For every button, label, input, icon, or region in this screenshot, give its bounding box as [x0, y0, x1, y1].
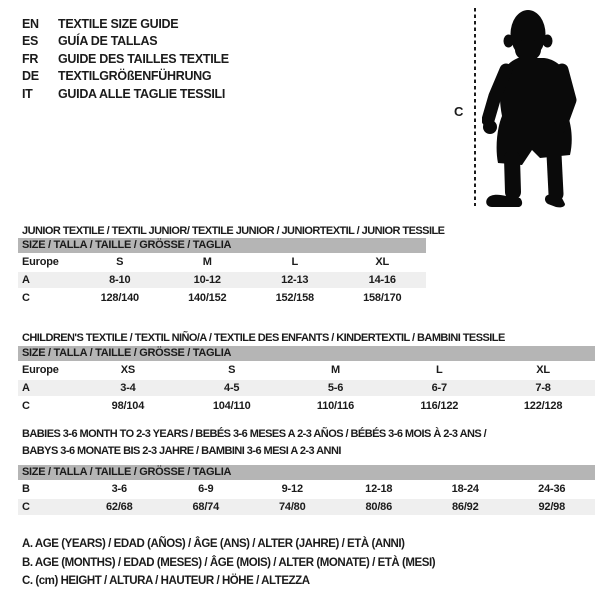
- legend: [22, 535, 435, 591]
- lang-code: DE: [22, 69, 39, 84]
- size-header-bar: SIZE / TALLA / TAILLE / GRÖSSE / TAGLIA: [18, 238, 426, 253]
- table-cell: L: [291, 256, 299, 268]
- lang-label: TEXTILGRÖßENFÜHRUNG: [58, 69, 212, 84]
- lang-code: ES: [22, 34, 39, 49]
- lang-row-en: [22, 15, 229, 33]
- table-cell: XS: [120, 364, 136, 376]
- table-row: [18, 480, 595, 498]
- language-list: [22, 15, 229, 103]
- babies-table-title: [22, 426, 486, 459]
- lang-code: FR: [22, 51, 39, 66]
- table-row: [18, 289, 426, 307]
- lang-code: EN: [22, 16, 39, 31]
- table-cell: 122/128: [523, 400, 563, 412]
- baby-silhouette-icon: [482, 8, 582, 208]
- table-cell: 6-7: [431, 382, 447, 394]
- table-cell: S: [116, 256, 124, 268]
- table-cell: 128/140: [100, 292, 139, 304]
- table-row: [18, 397, 595, 415]
- table-cell: 74/80: [278, 501, 306, 513]
- row-label: A: [22, 382, 30, 394]
- table-cell: 14-16: [368, 274, 396, 286]
- table-cell: 12-13: [281, 274, 309, 286]
- table-cell: XL: [536, 364, 550, 376]
- table-cell: 4-5: [224, 382, 240, 394]
- lang-label: GUÍA DE TALLAS: [58, 34, 158, 49]
- junior-table-title: JUNIOR TEXTILE / TEXTIL JUNIOR/ TEXTILE JUNIOR / JUNIORTEXTIL / JUNIOR TESSILE: [22, 225, 445, 238]
- lang-label: GUIDE DES TAILLES TEXTILE: [58, 51, 229, 66]
- table-cell: 24-36: [538, 483, 566, 495]
- table-cell: M: [331, 364, 340, 376]
- babies-size-table: [18, 465, 595, 516]
- table-cell: 12-18: [365, 483, 393, 495]
- table-cell: 140/152: [188, 292, 227, 304]
- table-cell: 86/92: [451, 501, 479, 513]
- table-row: [18, 271, 426, 289]
- children-table-rows: [18, 361, 595, 415]
- table-cell: 10-12: [193, 274, 221, 286]
- babies-table-rows: [18, 480, 595, 516]
- table-cell: 98/104: [111, 400, 145, 412]
- lang-code: IT: [22, 86, 33, 101]
- table-cell: 6-9: [198, 483, 214, 495]
- table-cell: 68/74: [192, 501, 220, 513]
- lang-label: GUIDA ALLE TAGLIE TESSILI: [58, 86, 226, 101]
- junior-table-rows: [18, 253, 426, 307]
- table-cell: 80/86: [365, 501, 393, 513]
- table-cell: 104/110: [212, 400, 251, 412]
- table-cell: 152/158: [275, 292, 314, 304]
- children-size-table: [18, 346, 595, 415]
- height-measure-dashed-line: [474, 8, 476, 206]
- table-cell: 3-4: [120, 382, 136, 394]
- table-cell: XL: [375, 256, 390, 268]
- size-header-bar: SIZE / TALLA / TAILLE / GRÖSSE / TAGLIA: [18, 465, 595, 480]
- babies-title-line1: BABIES 3-6 MONTH TO 2-3 YEARS / BEBÉS 3-6 MESES A 2-3 AÑOS / BÉBÉS 3-6 MOIS À 2-3 ANS /: [22, 428, 487, 440]
- table-cell: 158/170: [363, 292, 402, 304]
- row-label: Europe: [22, 256, 59, 268]
- table-cell: L: [436, 364, 443, 376]
- table-cell: M: [202, 256, 212, 268]
- table-cell: 110/116: [316, 400, 355, 412]
- table-cell: 116/122: [420, 400, 459, 412]
- table-cell: 92/98: [538, 501, 566, 513]
- row-label: C: [22, 400, 30, 412]
- table-cell: 8-10: [109, 274, 131, 286]
- table-row: [18, 361, 595, 379]
- legend-line-b: B. AGE (MONTHS) / EDAD (MESES) / ÂGE (MOIS) / ALTER (MONATE) / ETÀ (MESI): [22, 556, 436, 569]
- size-header-bar: SIZE / TALLA / TAILLE / GRÖSSE / TAGLIA: [18, 346, 595, 361]
- lang-row-de: [22, 68, 229, 86]
- table-cell: 62/68: [105, 501, 133, 513]
- legend-line-a: A. AGE (YEARS) / EDAD (AÑOS) / ÂGE (ANS) / ALTER (JAHRE) / ETÀ (ANNI): [22, 538, 405, 550]
- children-table-title: CHILDREN'S TEXTILE / TEXTIL NIÑO/A / TEXTILE DES ENFANTS / KINDERTEXTIL / BAMBINI TESSILE: [22, 332, 505, 345]
- table-cell: S: [228, 364, 236, 376]
- lang-row-it: [22, 85, 229, 103]
- babies-title-line2: BABYS 3-6 MONATE BIS 2-3 JAHRE / BAMBINI 3-6 MESI A 2-3 ANNI: [22, 444, 341, 457]
- measure-label-c: C: [454, 104, 464, 119]
- row-label: Europe: [22, 364, 59, 376]
- table-row: [18, 498, 595, 516]
- table-cell: 18-24: [451, 483, 479, 495]
- lang-label: TEXTILE SIZE GUIDE: [58, 16, 179, 31]
- legend-line-c: C. (cm) HEIGHT / ALTURA / HAUTEUR / HÖHE / ALTEZZA: [22, 575, 310, 587]
- table-cell: 5-6: [327, 382, 344, 394]
- table-row: [18, 379, 595, 397]
- row-label: C: [22, 501, 30, 513]
- table-cell: 3-6: [111, 483, 127, 495]
- lang-row-es: [22, 33, 229, 51]
- table-cell: 7-8: [535, 382, 551, 394]
- lang-row-fr: [22, 50, 229, 68]
- row-label: C: [22, 292, 30, 304]
- row-label: A: [22, 274, 30, 286]
- table-cell: 9-12: [281, 483, 303, 495]
- junior-size-table: [18, 238, 426, 307]
- row-label: B: [22, 483, 30, 495]
- table-row: [18, 253, 426, 271]
